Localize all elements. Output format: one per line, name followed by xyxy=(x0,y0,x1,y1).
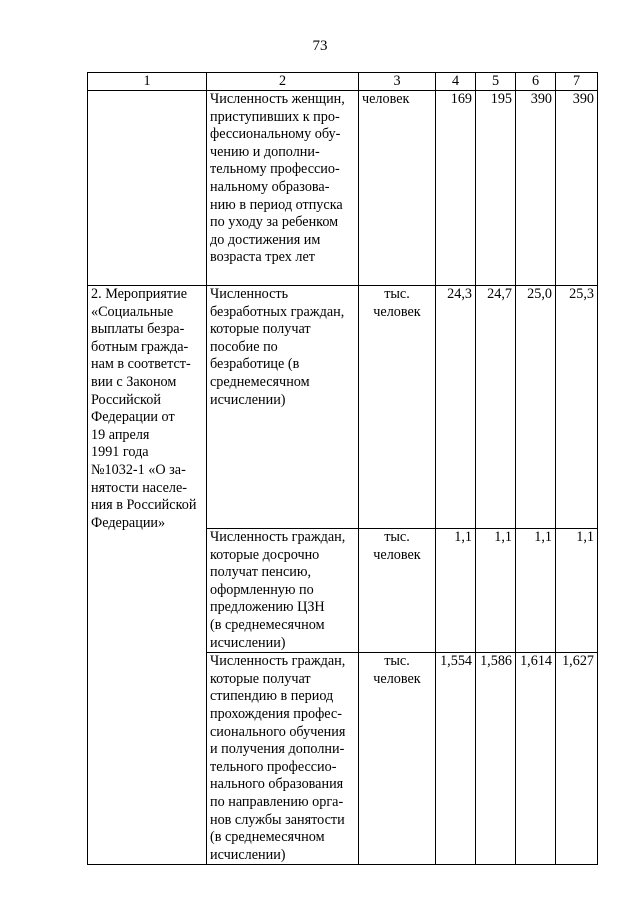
value-cell-5: 1,1 xyxy=(476,529,516,653)
event-cell xyxy=(88,91,207,286)
value-cell-4: 24,3 xyxy=(436,286,476,529)
unit-cell: тыс. человек xyxy=(359,653,436,865)
value-cell-6: 1,1 xyxy=(516,529,556,653)
value-cell-5: 195 xyxy=(476,91,516,286)
column-header-6: 6 xyxy=(516,73,556,91)
event-cell: 2. Мероприятие «Социальные выплаты безра- ботным гражда- нам в соответст- вии с Законом Российской Федерации от 19 апреля 1991 года №1032-1 «О за- нятости населе- ния в Российской Федерации» xyxy=(88,286,207,865)
table-row xyxy=(88,286,598,529)
value-cell-5: 1,586 xyxy=(476,653,516,865)
value-cell-6: 1,614 xyxy=(516,653,556,865)
value-cell-6: 390 xyxy=(516,91,556,286)
indicator-cell: Численность безработных граждан, которые получат пособие по безработице (в среднемесячном исчислении) xyxy=(207,286,359,529)
table-row xyxy=(88,91,598,286)
value-cell-5: 24,7 xyxy=(476,286,516,529)
value-cell-4: 169 xyxy=(436,91,476,286)
column-header-4: 4 xyxy=(436,73,476,91)
column-header-3: 3 xyxy=(359,73,436,91)
value-cell-7: 1,1 xyxy=(556,529,598,653)
column-header-7: 7 xyxy=(556,73,598,91)
column-header-1: 1 xyxy=(88,73,207,91)
unit-cell: тыс. человек xyxy=(359,286,436,529)
unit-cell: человек xyxy=(359,91,436,286)
column-header-5: 5 xyxy=(476,73,516,91)
value-cell-4: 1,554 xyxy=(436,653,476,865)
indicator-cell: Численность женщин, приступивших к про- фессиональному обу- чению и дополни- тельному профессио- нальному образова- нию в период отпуска по уходу за ребенком до достижения им возраста трех лет xyxy=(207,91,359,286)
indicator-cell: Численность граждан, которые получат стипендию в период прохождения профес- сионального обучения и получения дополни- тельного профессио- нального образования по направлению орга- нов службы занятости (в среднемесячном исчислении) xyxy=(207,653,359,865)
value-cell-7: 390 xyxy=(556,91,598,286)
column-header-2: 2 xyxy=(207,73,359,91)
value-cell-7: 25,3 xyxy=(556,286,598,529)
unit-cell: тыс. человек xyxy=(359,529,436,653)
page-number: 73 xyxy=(312,38,328,54)
header-row xyxy=(88,73,598,91)
value-cell-7: 1,627 xyxy=(556,653,598,865)
value-cell-4: 1,1 xyxy=(436,529,476,653)
indicator-cell: Численность граждан, которые досрочно получат пенсию, оформленную по предложению ЦЗН (в среднемесячном исчислении) xyxy=(207,529,359,653)
program-indicators-table xyxy=(87,72,598,865)
value-cell-6: 25,0 xyxy=(516,286,556,529)
